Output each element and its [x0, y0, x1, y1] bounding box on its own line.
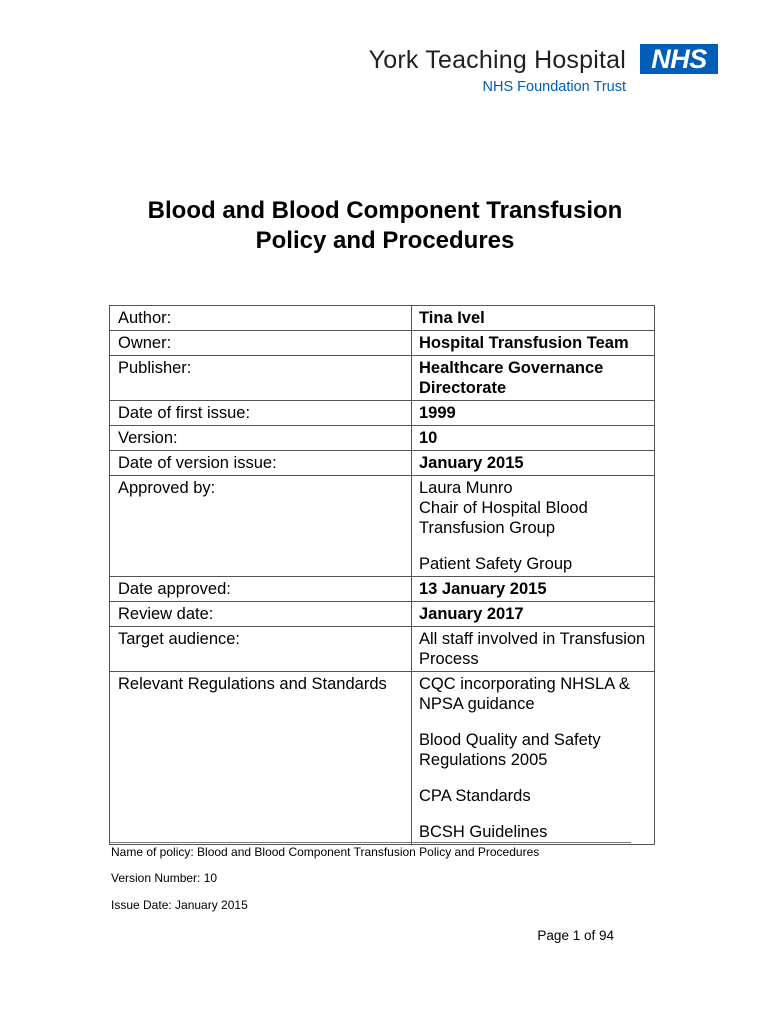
table-row — [110, 331, 655, 356]
date-approved-label: Date approved: — [110, 577, 412, 602]
review-date-value: January 2017 — [412, 602, 655, 627]
footer-issue-date: Issue Date: January 2015 — [111, 898, 248, 912]
title-line-1: Blood and Blood Component Transfusion — [147, 197, 623, 224]
review-date-label: Review date: — [110, 602, 412, 627]
nhs-logo-badge: NHS — [640, 44, 718, 74]
first-issue-value: 1999 — [412, 401, 655, 426]
trust-logo — [338, 40, 718, 100]
table-row — [110, 476, 655, 577]
table-row — [110, 306, 655, 331]
owner-value: Hospital Transfusion Team — [412, 331, 655, 356]
document-title — [0, 196, 770, 256]
regulation-item: BCSH Guidelines — [419, 823, 548, 841]
table-row — [110, 401, 655, 426]
footer-policy-name: Name of policy: Blood and Blood Component Transfusion Policy and Procedures — [111, 845, 540, 859]
regulations-value — [412, 672, 655, 845]
version-value: 10 — [412, 426, 655, 451]
approver-name: Laura Munro — [419, 479, 513, 497]
approved-by-label: Approved by: — [110, 476, 412, 577]
table-row — [110, 627, 655, 672]
table-row — [110, 672, 655, 845]
approver-group: Patient Safety Group — [419, 555, 573, 573]
footer-divider — [109, 842, 631, 843]
org-name: York Teaching Hospital — [368, 46, 626, 74]
author-value: Tina Ivel — [412, 306, 655, 331]
author-label: Author: — [110, 306, 412, 331]
publisher-label: Publisher: — [110, 356, 412, 401]
regulation-item: CPA Standards — [419, 787, 531, 805]
publisher-value: Healthcare Governance Directorate — [412, 356, 655, 401]
target-audience-value: All staff involved in Transfusion Process — [412, 627, 655, 672]
table-row — [110, 602, 655, 627]
regulations-label: Relevant Regulations and Standards — [110, 672, 412, 845]
date-approved-value: 13 January 2015 — [412, 577, 655, 602]
version-issue-label: Date of version issue: — [110, 451, 412, 476]
title-line-2: Policy and Procedures — [255, 227, 515, 254]
target-audience-label: Target audience: — [110, 627, 412, 672]
table-row — [110, 426, 655, 451]
document-metadata-table — [109, 305, 655, 845]
owner-label: Owner: — [110, 331, 412, 356]
version-issue-value: January 2015 — [412, 451, 655, 476]
table-row — [110, 356, 655, 401]
first-issue-label: Date of first issue: — [110, 401, 412, 426]
version-label: Version: — [110, 426, 412, 451]
approved-by-value — [412, 476, 655, 577]
table-row — [110, 451, 655, 476]
approver-role: Chair of Hospital Blood Transfusion Group — [419, 499, 588, 537]
page-number: Page 1 of 94 — [537, 928, 614, 943]
table-row — [110, 577, 655, 602]
regulation-item: Blood Quality and Safety Regulations 2005 — [419, 731, 601, 769]
footer-version-number: Version Number: 10 — [111, 871, 218, 885]
regulation-item: CQC incorporating NHSLA & NPSA guidance — [419, 675, 630, 713]
org-subtitle: NHS Foundation Trust — [482, 79, 626, 95]
